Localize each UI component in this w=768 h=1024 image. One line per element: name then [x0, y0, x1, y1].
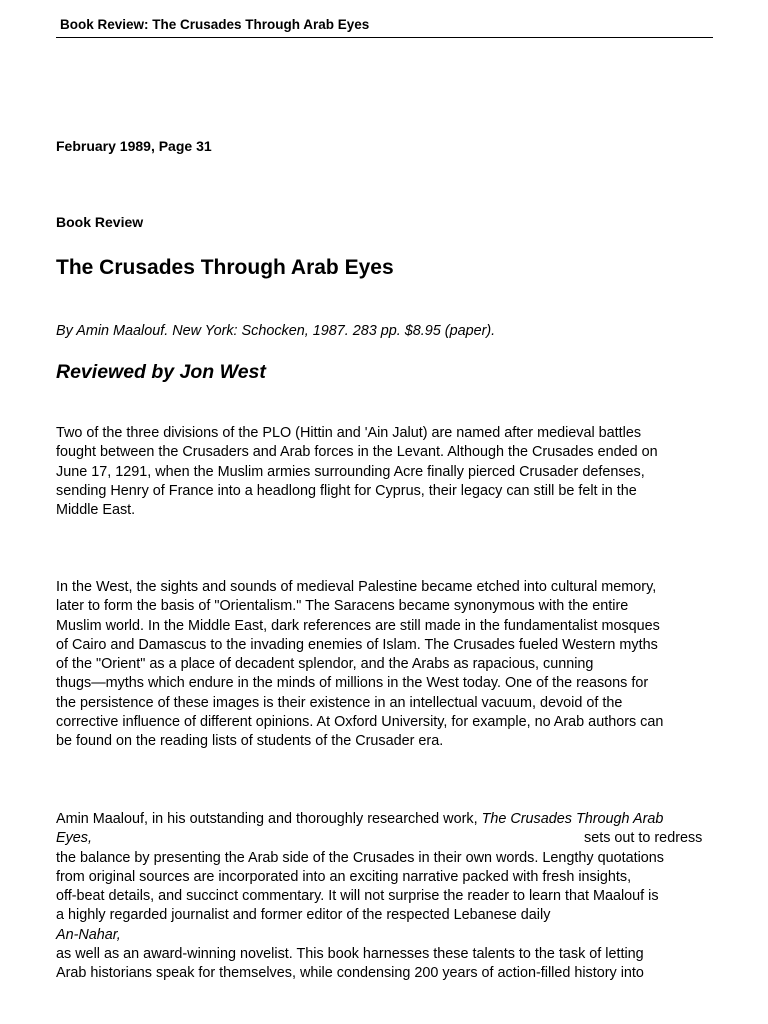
paragraph-1 [56, 424, 716, 520]
paragraph-3 [56, 810, 716, 984]
paragraph-line: Middle East. [56, 502, 136, 519]
paragraph-line: of Cairo and Damascus to the invading enemies of Islam. The Crusades fueled Western myths [56, 636, 658, 653]
paragraph-line: the persistence of these images is their existence in an intellectual vacuum, devoid of the [56, 694, 623, 711]
paragraph-line [56, 829, 716, 848]
paragraph-line: a highly regarded journalist and former editor of the respected Lebanese daily [56, 907, 551, 924]
paragraph-text: Amin Maalouf, in his outstanding and thoroughly researched work, [56, 811, 482, 827]
paragraph-line: of the "Orient" as a place of decadent splendor, and the Arabs as rapacious, cunning [56, 656, 594, 673]
paragraph-line [56, 926, 716, 945]
paragraph-line: Two of the three divisions of the PLO (Hittin and 'Ain Jalut) are named after medieval battles [56, 425, 642, 441]
paragraph-line: as well as an award-winning novelist. This book harnesses these talents to the task of letting [56, 946, 644, 963]
paragraph-line: In the West, the sights and sounds of medieval Palestine became etched into cultural memory, [56, 579, 657, 595]
paragraph-line: be found on the reading lists of students of the Crusader era. [56, 733, 444, 750]
paragraph-line: off-beat details, and succinct commentary. It will not surprise the reader to learn that Maalouf is [56, 888, 659, 905]
newspaper-name-italic: An-Nahar, [56, 926, 121, 943]
page-header [56, 16, 713, 38]
paragraph-line: the balance by presenting the Arab side of the Crusades in their own words. Lengthy quotations [56, 849, 664, 866]
book-title-italic: Eyes, [56, 830, 92, 847]
paragraph-line: Arab historians speak for themselves, while condensing 200 years of action-filled history into [56, 965, 644, 982]
paragraph-line [56, 810, 716, 829]
section-label: Book Review [56, 214, 144, 230]
paragraph-line: later to form the basis of "Orientalism." The Saracens became synonymous with the entire [56, 598, 629, 615]
paragraph-line: thugs—myths which endure in the minds of millions in the West today. One of the reasons for [56, 675, 649, 692]
paragraph-line: sending Henry of France into a headlong flight for Cyprus, their legacy can still be felt in the [56, 482, 637, 499]
book-info: By Amin Maalouf. New York: Schocken, 1987. 283 pp. $8.95 (paper). [56, 323, 496, 339]
paragraph-2 [56, 578, 716, 752]
article-title: The Crusades Through Arab Eyes [56, 256, 394, 279]
book-title-italic: The Crusades Through Arab [481, 811, 664, 827]
reviewer-byline: Reviewed by Jon West [56, 361, 266, 383]
paragraph-line: Muslim world. In the Middle East, dark references are still made in the fundamentalist mosques [56, 617, 660, 634]
paragraph-line: June 17, 1291, when the Muslim armies surrounding Acre finally pierced Crusader defenses, [56, 463, 645, 480]
paragraph-line: fought between the Crusaders and Arab forces in the Levant. Although the Crusades ended on [56, 444, 658, 461]
paragraph-line: from original sources are incorporated into an exciting narrative packed with fresh insights, [56, 868, 632, 885]
paragraph-text: sets out to redress [584, 830, 703, 847]
header-title: Book Review: The Crusades Through Arab Eyes [60, 17, 370, 32]
paragraph-line: corrective influence of different opinions. At Oxford University, for example, no Arab authors can [56, 714, 664, 731]
dateline: February 1989, Page 31 [56, 138, 212, 154]
